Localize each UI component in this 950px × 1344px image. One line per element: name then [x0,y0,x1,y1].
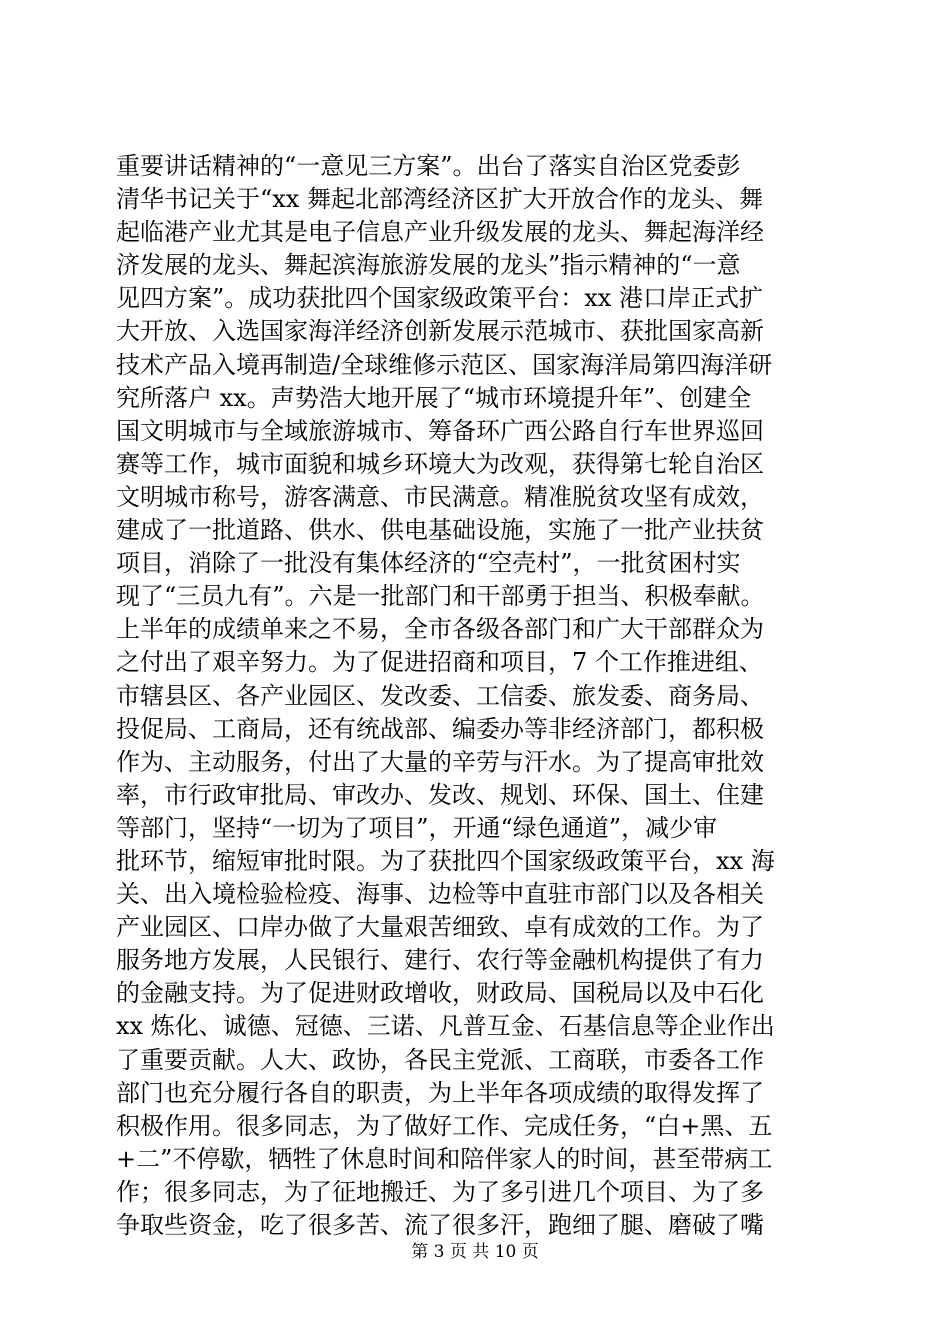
text-line: 技术产品入境再制造/全球维修示范区、国家海洋局第四海洋研 [116,350,773,379]
text-line: 究所落户 xx。声势浩大地开展了“城市环境提升年”、创建全 [116,383,752,412]
text-line: 文明城市称号，游客满意、市民满意。精准脱贫攻坚有成效， [116,482,764,511]
text-line: 了重要贡献。人大、政协，各民主党派、工商联，市委各工作 [116,1045,764,1074]
text-line: 批环节，缩短审批时限。为了获批四个国家级政策平台，xx 海 [116,846,775,875]
text-line: 见四方案”。成功获批四个国家级政策平台：xx 港口岸正式扩 [116,284,763,313]
text-line: xx 炼化、诚德、冠德、三诺、凡普互金、石基信息等企业作出 [116,1012,775,1041]
body-text [116,150,846,1242]
text-line: 项目，消除了一批没有集体经济的“空壳村”，一批贫困村实 [116,549,741,578]
text-line: 投促局、工商局，还有统战部、编委办等非经济部门，都积极 [116,714,764,743]
text-line: 作为、主动服务，付出了大量的辛劳与汗水。为了提高审批效 [116,747,764,776]
text-line: 建成了一批道路、供水、供电基础设施，实施了一批产业扶贫 [116,516,764,545]
text-line: 清华书记关于“xx 舞起北部湾经济区扩大开放合作的龙头、舞 [116,185,763,214]
text-line: 国文明城市与全域旅游城市、筹备环广西公路自行车世界巡回 [116,416,764,445]
text-line: 济发展的龙头、舞起滨海旅游发展的龙头”指示精神的“一意 [116,251,741,280]
text-line: 服务地方发展，人民银行、建行、农行等金融机构提供了有力 [116,946,764,975]
text-line: 大开放、入选国家海洋经济创新发展示范城市、获批国家高新 [116,317,764,346]
text-line: 争取些资金，吃了很多苦、流了很多汗，跑细了腿、磨破了嘴 [116,1211,764,1239]
text-line: 起临港产业尤其是电子信息产业升级发展的龙头、舞起海洋经 [116,218,764,247]
text-line: 的金融支持。为了促进财政增收，财政局、国税局以及中石化 [116,979,764,1008]
text-line: 部门也充分履行各自的职责，为上半年各项成绩的取得发挥了 [116,1078,764,1107]
text-line: +二”不停歇，牺牲了休息时间和陪伴家人的时间，甚至带病工 [116,1144,773,1173]
text-line: 上半年的成绩单来之不易，全市各级各部门和广大干部群众为 [116,615,764,644]
text-line: 积极作用。很多同志，为了做好工作、完成任务，“白+黑、五 [116,1111,773,1140]
text-line: 产业园区、口岸办做了大量艰苦细致、卓有成效的工作。为了 [116,913,764,942]
text-line: 作；很多同志，为了征地搬迁、为了多引进几个项目、为了多 [116,1177,764,1206]
text-line: 关、出入境检验检疫、海事、边检等中直驻市部门以及各相关 [116,880,764,909]
text-line: 赛等工作，城市面貌和城乡环境大为改观，获得第七轮自治区 [116,449,764,478]
text-line: 率，市行政审批局、审改办、发改、规划、环保、国土、住建 [116,780,764,809]
page-footer: 第 3 页 共 10 页 [411,1242,539,1262]
text-line: 重要讲话精神的“一意见三方案”。出台了落实自治区党委彭 [116,152,741,180]
text-line: 现了“三员九有”。六是一批部门和干部勇于担当、积极奉献。 [116,582,765,611]
text-line: 市辖县区、各产业园区、发改委、工信委、旅发委、商务局、 [116,681,764,710]
text-line: 等部门，坚持“一切为了项目”，开通“绿色通道”，减少审 [116,813,718,842]
text-line: 之付出了艰辛努力。为了促进招商和项目，7 个工作推进组、 [116,648,763,677]
